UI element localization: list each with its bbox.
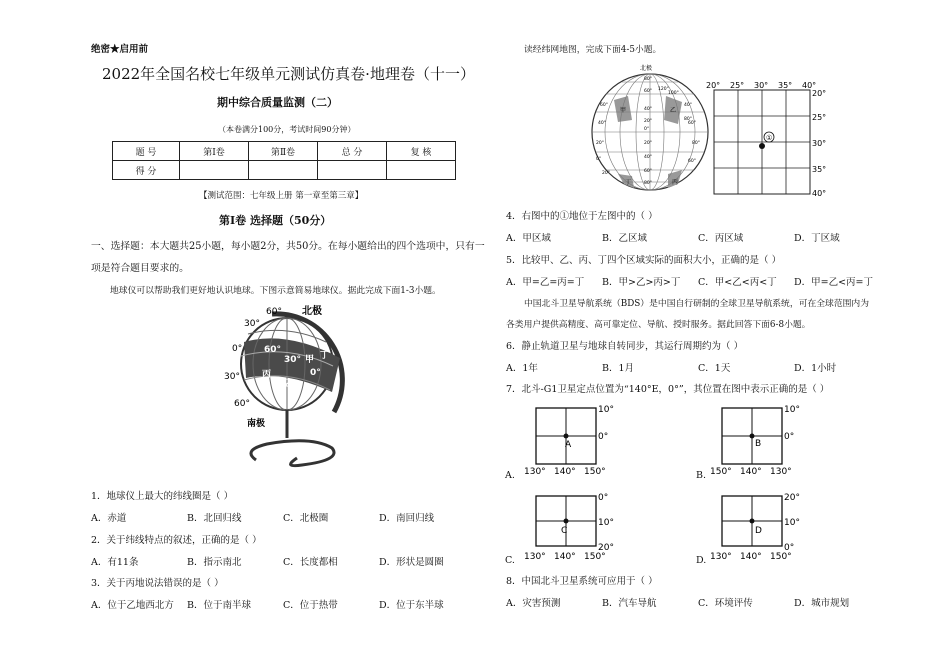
question-4: 4．右图中的①地位于左图中的（ ）: [506, 211, 658, 222]
grid-lines: [714, 90, 810, 194]
option[interactable]: A．灾害预测: [506, 598, 561, 609]
question-5: 5．比较甲、乙、丙、丁四个区域实际的面积大小，正确的是（ ）: [506, 255, 782, 266]
question-1: 1．地球仪上最大的纬线圈是（ ）: [91, 491, 234, 502]
label-lat-60s: 60°: [234, 399, 250, 409]
intro-q4-5: 读经纬网地图，完成下面4-5小题。: [524, 45, 662, 55]
deg-label: 60°: [688, 159, 696, 164]
question-2: 2．关于纬线特点的叙述，正确的是（ ）: [91, 535, 262, 546]
position-dot: [564, 519, 569, 524]
score-cell: [249, 161, 318, 180]
option[interactable]: B．指示南北: [187, 557, 242, 568]
lon-label: 130°: [770, 467, 792, 477]
question-2-options: [91, 557, 475, 569]
q7-option-c-grid[interactable]: [522, 488, 632, 566]
lon-label: 140°: [740, 467, 762, 477]
exam-scope: 【测试范围：七年级上册 第一章至第三章】: [199, 191, 364, 201]
grid-top-label: 30°: [754, 81, 769, 90]
section1-intro: 地球仪可以帮助我们更好地认识地球。下图示意简易地球仪。据此完成下面1-3小题。: [110, 286, 441, 296]
option[interactable]: A．位于乙地西北方: [91, 600, 174, 611]
score-table: [112, 141, 456, 180]
label-jia: 甲: [620, 107, 627, 114]
label-north-pole: 北极: [640, 65, 653, 72]
option[interactable]: D．丁区域: [794, 233, 840, 244]
lat-label: 10°: [784, 405, 800, 415]
option[interactable]: D．1小时: [794, 363, 837, 374]
deg-label: 0°: [644, 127, 650, 132]
lon-label: 150°: [770, 552, 792, 562]
lat-label: 0°: [598, 432, 609, 442]
lat-label: 10°: [598, 405, 614, 415]
question-6: 6．静止轨道卫星与地球自转同步，其运行周期约为（ ）: [506, 341, 744, 352]
option[interactable]: B．甲>乙>丙>丁: [602, 277, 681, 288]
deg-label: 20°: [596, 141, 604, 146]
deg-label: 120°: [658, 87, 669, 92]
option[interactable]: A．甲区域: [506, 233, 551, 244]
secret-label: 绝密★启用前: [91, 44, 149, 55]
deg-label: 80°: [684, 117, 692, 122]
option[interactable]: C．甲<乙<丙<丁: [698, 277, 777, 288]
label-lat-0: 0°: [232, 344, 243, 354]
globe-figure: [222, 300, 362, 480]
option[interactable]: D．位于东半球: [379, 600, 444, 611]
question-7: 7．北斗-G1卫星定点位置为“140°E，0°”，其位置在图中表示正确的是（ ）: [506, 384, 830, 395]
mark-label: A: [565, 440, 572, 450]
option[interactable]: D．形状是圆圈: [379, 557, 444, 568]
exam-title: 2022年全国名校七年级单元测试仿真卷·地理卷（十一）: [102, 65, 475, 83]
option[interactable]: D．甲=乙<丙=丁: [794, 277, 873, 288]
grid-top-label: 20°: [706, 81, 721, 90]
score-header-cell: 第Ⅱ卷: [249, 142, 318, 161]
deg-label: 60°: [644, 89, 652, 94]
score-header-cell: 题 号: [113, 142, 180, 161]
option[interactable]: B．北回归线: [187, 513, 242, 524]
deg-label: 100°: [668, 91, 679, 96]
graticule-grid: [700, 80, 834, 202]
deg-label: 40°: [644, 107, 652, 112]
lon-label: 140°: [554, 552, 576, 562]
q7-option-d-grid[interactable]: [708, 488, 818, 566]
grid-side-label: 35°: [812, 165, 827, 174]
deg-label: 0°: [596, 157, 602, 162]
exam-subtitle: 期中综合质量监测（二）: [217, 96, 338, 109]
grid-top-label: 35°: [778, 81, 793, 90]
deg-label: 40°: [684, 103, 692, 108]
q7-option-c-letter[interactable]: C.: [505, 555, 515, 566]
question-8-options: [506, 598, 890, 610]
label-ding: 丁: [320, 351, 330, 361]
exam-note: （本卷满分100分，考试时间90分钟）: [218, 125, 356, 134]
label-yi: 乙: [670, 107, 677, 114]
point-1-dot: [759, 143, 765, 149]
deg-label: 20°: [602, 171, 610, 176]
lon-label: 150°: [584, 467, 606, 477]
grid-side-label: 40°: [812, 189, 827, 198]
lon-label: 140°: [740, 552, 762, 562]
q7-option-a-grid[interactable]: [522, 400, 632, 478]
option[interactable]: A．有11条: [91, 557, 139, 568]
option[interactable]: C．长度都相: [283, 557, 338, 568]
option[interactable]: A．1年: [506, 363, 538, 374]
label-jia: 甲: [305, 355, 315, 365]
score-header-cell: 复 核: [387, 142, 456, 161]
option[interactable]: C．环境评传: [698, 598, 753, 609]
globe-base: [251, 441, 334, 466]
label-ding: 丁: [625, 179, 632, 186]
option[interactable]: B．1月: [602, 363, 635, 374]
lat-label: 10°: [598, 518, 614, 528]
deg-label: 80°: [692, 141, 700, 146]
option[interactable]: C．丙区域: [698, 233, 744, 244]
option[interactable]: C．北极圈: [283, 513, 329, 524]
question-4-options: [506, 233, 890, 245]
lon-label: 130°: [710, 552, 732, 562]
score-cell: [387, 161, 456, 180]
question-5-options: [506, 277, 890, 289]
deg-label: 40°: [644, 155, 652, 160]
deg-label: 60°: [644, 169, 652, 174]
lat-label: 0°: [784, 432, 795, 442]
deg-label: 80°: [644, 181, 652, 186]
point-1-label: ①: [766, 134, 773, 142]
score-header-cell: 总 分: [318, 142, 387, 161]
question-3: 3．关于丙地说法错误的是（ ）: [91, 578, 224, 589]
deg-label: 20°: [644, 141, 652, 146]
mark-label: B: [755, 439, 762, 449]
label-yi: 乙: [285, 379, 295, 389]
bds-paragraph-line1: 中国北斗卫星导航系统（BDS）是中国自行研制的全球卫星导航系统，可在全球范围内为: [524, 299, 870, 309]
lat-label: 0°: [598, 493, 609, 503]
q7-option-a-letter[interactable]: A.: [505, 470, 515, 481]
q7-option-b-letter[interactable]: B.: [696, 470, 707, 481]
deg-label: 60°: [600, 103, 608, 108]
label-south-pole: 南极: [247, 419, 266, 429]
label-in-30: 30°: [284, 355, 302, 365]
lat-label: 20°: [598, 543, 614, 553]
deg-label: 40°: [598, 121, 606, 126]
option[interactable]: C．1天: [698, 363, 731, 374]
lon-label: 150°: [710, 467, 732, 477]
label-in-0: 0°: [310, 368, 321, 378]
mark-label: C: [561, 526, 568, 536]
question-3-options: [91, 600, 475, 612]
grid-side-label: 20°: [812, 89, 827, 98]
lat-label: 0°: [784, 543, 795, 553]
bds-paragraph-line2: 各类用户提供高精度、高可靠定位、导航、授时服务。据此回答下面6-8小题。: [506, 320, 811, 330]
deg-label: 80°: [644, 77, 652, 82]
lon-label: 130°: [524, 467, 546, 477]
option[interactable]: D．城市规划: [794, 598, 850, 609]
score-row-label: 得 分: [113, 161, 180, 180]
position-dot: [750, 519, 755, 524]
q7-option-b-grid[interactable]: [708, 400, 818, 478]
mark-label: D: [755, 526, 762, 536]
question-1-options: [91, 513, 475, 525]
lon-label: 150°: [584, 552, 606, 562]
label-in-60: 60°: [264, 345, 282, 355]
position-dot: [750, 434, 755, 439]
score-cell: [180, 161, 249, 180]
grid-top-label: 40°: [802, 81, 817, 90]
score-cell: [318, 161, 387, 180]
option[interactable]: D．南回归线: [379, 513, 435, 524]
lon-label: 130°: [524, 552, 546, 562]
option[interactable]: B．位于南半球: [187, 600, 251, 611]
label-lat-30s: 30°: [224, 372, 240, 382]
option[interactable]: C．位于热带: [283, 600, 338, 611]
label-north-pole: 北极: [302, 306, 322, 317]
option[interactable]: A．赤道: [91, 513, 127, 524]
grid-side-label: 30°: [812, 139, 827, 148]
section1-instr-line2: 项是符合题目要求的。: [91, 263, 189, 274]
q7-option-d-letter[interactable]: D.: [696, 555, 707, 566]
grid-top-label: 25°: [730, 81, 745, 90]
position-dot: [564, 434, 569, 439]
option[interactable]: B．汽车导航: [602, 598, 657, 609]
deg-label: 20°: [644, 119, 652, 124]
grid-side-label: 25°: [812, 113, 827, 122]
deg-label: 60°: [688, 121, 696, 126]
option[interactable]: B．乙区域: [602, 233, 647, 244]
label-lat-60n: 60°: [266, 307, 282, 317]
section1-instr-line1: 一、选择题：本大题共25小题，每小题2分，共50分。在每小题给出的四个选项中，只有一: [91, 241, 485, 252]
section1-title: 第Ⅰ卷 选择题（50分）: [219, 214, 332, 227]
label-lat-30n: 30°: [244, 319, 260, 329]
lat-label: 20°: [784, 493, 800, 503]
label-bing: 丙: [672, 179, 679, 186]
label-bing: 丙: [262, 370, 272, 380]
question-6-options: [506, 363, 890, 375]
question-8: 8．中国北斗卫星系统可应用于（ ）: [506, 576, 658, 587]
lat-label: 10°: [784, 518, 800, 528]
score-header-cell: 第Ⅰ卷: [180, 142, 249, 161]
lon-label: 140°: [554, 467, 576, 477]
option[interactable]: A．甲=乙=丙=丁: [506, 277, 585, 288]
graticule-globe: [588, 62, 714, 196]
